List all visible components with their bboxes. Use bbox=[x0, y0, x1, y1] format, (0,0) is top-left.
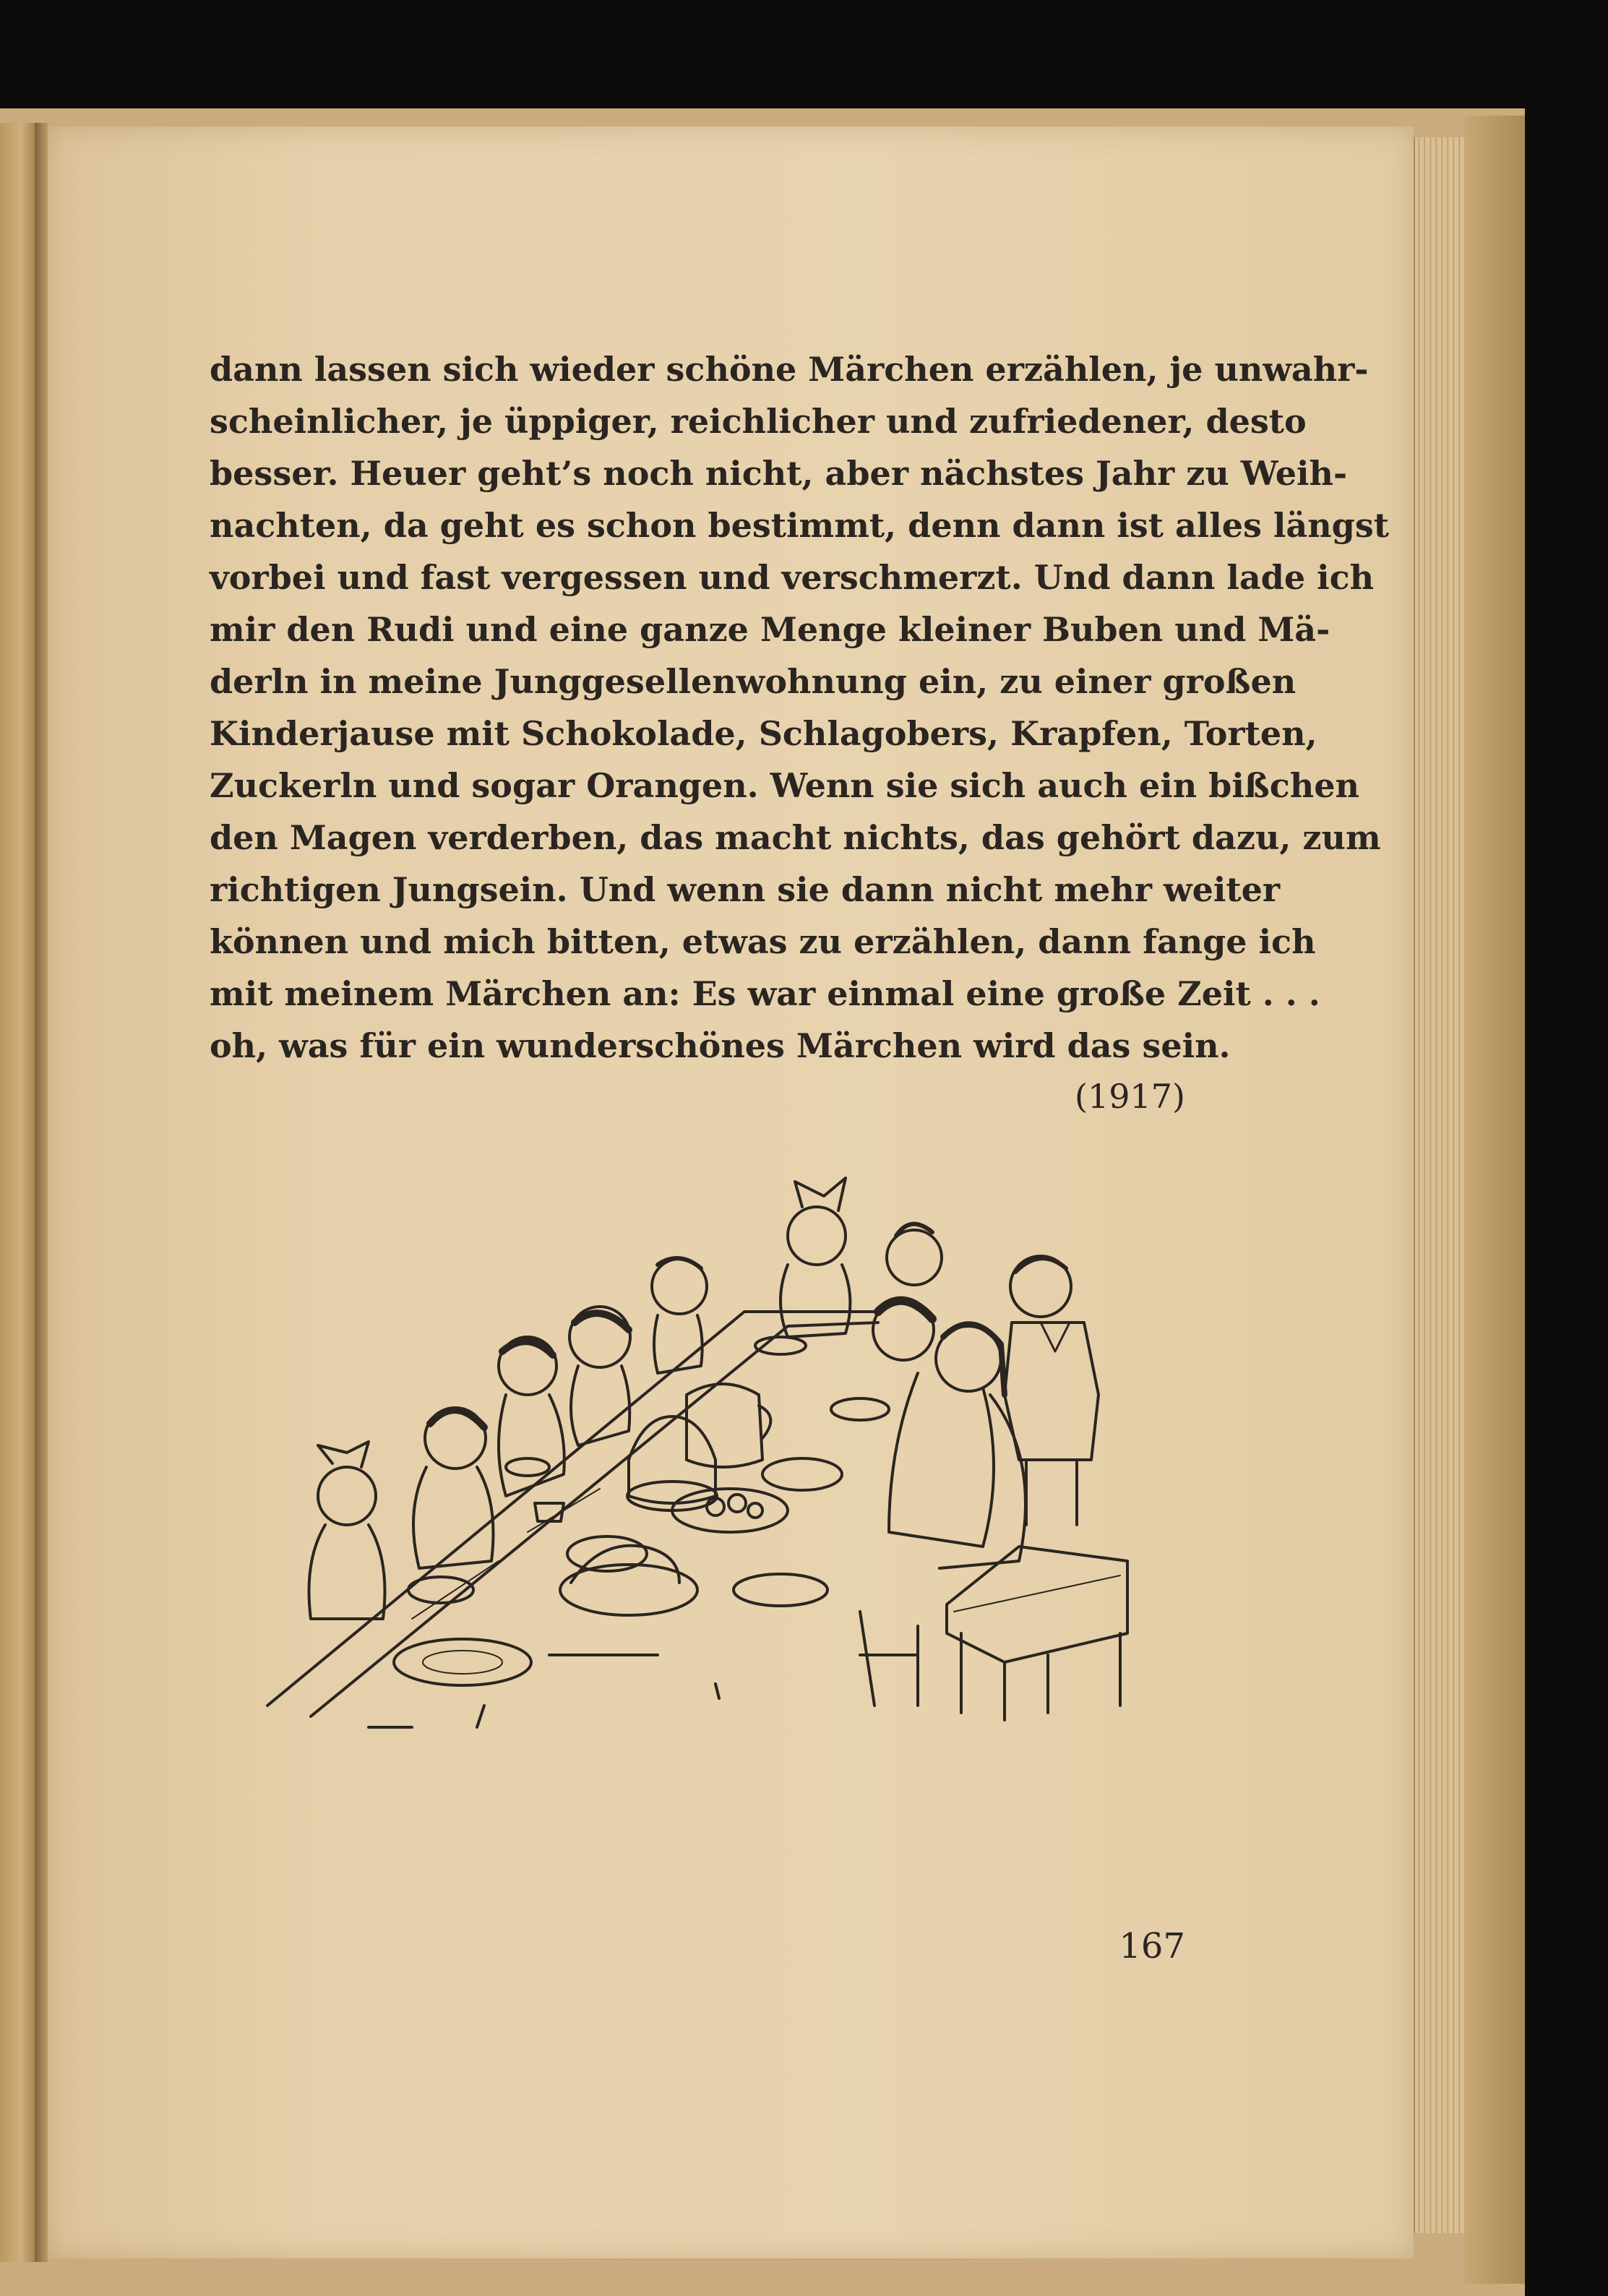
book-gutter bbox=[35, 123, 48, 2262]
year-note: (1917) bbox=[1075, 1077, 1185, 1116]
text-line: Zuckerln und sogar Orangen. Wenn sie sich auch ein bißchen bbox=[210, 766, 1359, 805]
scan-background-top bbox=[0, 0, 1608, 108]
text-line: mir den Rudi und eine ganze Menge kleiner Buben und Mä- bbox=[210, 610, 1330, 649]
page-number: 167 bbox=[1119, 1926, 1185, 1966]
text-line: scheinlicher, je üppiger, reichlicher und zufriedener, desto bbox=[210, 402, 1307, 441]
body-text bbox=[210, 343, 1389, 1072]
text-line: oh, was für ein wunderschönes Märchen wird das sein. bbox=[210, 1026, 1231, 1065]
text-line: mit meinem Märchen an: Es war einmal eine große Zeit . . . bbox=[210, 974, 1320, 1013]
text-line: richtigen Jungsein. Und wenn sie dann nicht mehr weiter bbox=[210, 870, 1281, 909]
text-line: derln in meine Junggesellenwohnung ein, zu einer großen bbox=[210, 662, 1297, 701]
scan-background-right bbox=[1525, 0, 1608, 2296]
page-edges bbox=[1414, 137, 1466, 2233]
text-line: vorbei und fast vergessen und verschmerzt. Und dann lade ich bbox=[210, 558, 1375, 597]
facing-page-edge bbox=[0, 123, 37, 2262]
text-line: besser. Heuer geht’s noch nicht, aber nächstes Jahr zu Weih- bbox=[210, 454, 1348, 493]
text-line: nachten, da geht es schon bestimmt, denn dann ist alles längst bbox=[210, 506, 1389, 545]
text-line: Kinderjause mit Schokolade, Schlagobers, Krapfen, Torten, bbox=[210, 714, 1317, 753]
children-party-illustration bbox=[224, 1156, 1178, 1734]
text-line: können und mich bitten, etwas zu erzählen, dann fange ich bbox=[210, 922, 1316, 961]
text-line: den Magen verderben, das macht nichts, das gehört dazu, zum bbox=[210, 818, 1381, 857]
text-line: dann lassen sich wieder schöne Märchen erzählen, je unwahr- bbox=[210, 350, 1369, 389]
cover-edge bbox=[1464, 116, 1525, 2284]
